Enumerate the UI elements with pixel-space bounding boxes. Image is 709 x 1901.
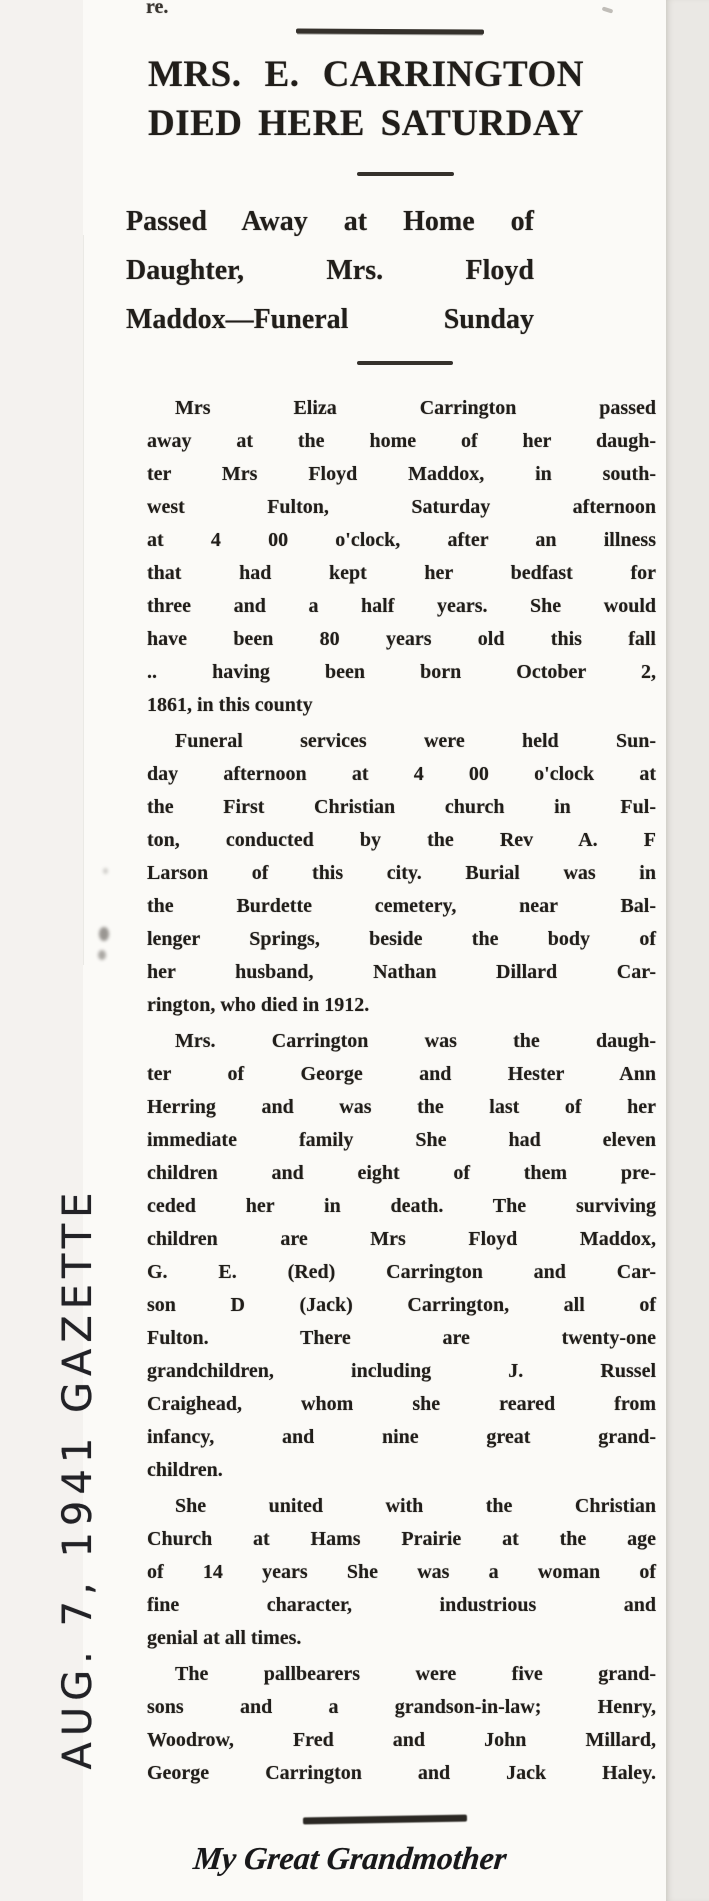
subhead-line-1: Passed Away at Home of — [126, 206, 534, 237]
handwritten-caption: My Great Grandmother — [191, 1840, 509, 1876]
body-line: Fulton. There are twenty-one — [147, 1327, 656, 1349]
body-line: rington, who died in 1912. — [147, 994, 370, 1016]
body-line: Herring and was the last of her — [147, 1096, 656, 1118]
body-line: son D (Jack) Carrington, all of — [147, 1294, 656, 1316]
body-line: G. E. (Red) Carrington and Car- — [147, 1261, 656, 1283]
body-line: Mrs. Carrington was the daugh- — [175, 1030, 656, 1052]
body-line: George Carrington and Jack Haley. — [147, 1762, 656, 1784]
body-line: west Fulton, Saturday afternoon — [147, 496, 656, 518]
body-line: ton, conducted by the Rev A. F — [147, 829, 656, 851]
body-line: at 4 00 o'clock, after an illness — [147, 529, 656, 551]
body-line: sons and a grandson-in-law; Henry, — [147, 1696, 656, 1718]
body-line: 1861, in this county — [147, 694, 313, 716]
scan-edge-right — [666, 0, 709, 1901]
subhead-line-3: Maddox—Funeral Sunday — [126, 304, 534, 335]
body-paragraph — [147, 1490, 656, 1655]
body-line: away at the home of her daugh- — [147, 430, 656, 452]
subhead-divider — [357, 361, 453, 365]
body-line: children are Mrs Floyd Maddox, — [147, 1228, 656, 1250]
scan-smudge — [99, 927, 109, 941]
subhead-line-2: Daughter, Mrs. Floyd — [126, 255, 534, 286]
body-line: The pallbearers were five grand- — [175, 1663, 656, 1685]
body-line: Church at Hams Prairie at the age — [147, 1528, 656, 1550]
body-line: her husband, Nathan Dillard Car- — [147, 961, 656, 983]
headline-line-1: MRS. E. CARRINGTON — [148, 54, 584, 95]
top-edge-fragment: re. — [146, 0, 169, 18]
body-line: Woodrow, Fred and John Millard, — [147, 1729, 656, 1751]
scan-smudge — [103, 868, 108, 874]
body-line: ter of George and Hester Ann — [147, 1063, 656, 1085]
body-line: children. — [147, 1459, 223, 1481]
body-line: ter Mrs Floyd Maddox, in south- — [147, 463, 656, 485]
body-line: Funeral services were held Sun- — [175, 730, 656, 752]
body-line: genial at all times. — [147, 1627, 302, 1649]
bottom-torn-rule — [303, 1815, 467, 1825]
headline — [148, 50, 584, 148]
article-body — [147, 392, 656, 1790]
headline-divider — [357, 172, 454, 176]
body-line: have been 80 years old this fall — [147, 628, 656, 650]
scan-smudge — [98, 950, 106, 960]
body-paragraph — [147, 1025, 656, 1487]
body-paragraph — [147, 392, 656, 722]
subhead — [126, 197, 534, 344]
body-line: grandchildren, including J. Russel — [147, 1360, 656, 1382]
body-line: the Burdette cemetery, near Bal- — [147, 895, 656, 917]
handwritten-date-note: AUG. 7, 1941 GAZETTE — [55, 1186, 101, 1770]
body-line: She united with the Christian — [175, 1495, 656, 1517]
headline-line-2: DIED HERE SATURDAY — [148, 103, 584, 144]
body-line: .. having been born October 2, — [147, 661, 656, 683]
body-line: the First Christian church in Ful- — [147, 796, 656, 818]
body-line: infancy, and nine great grand- — [147, 1426, 656, 1448]
top-rule — [296, 29, 484, 35]
body-line: lenger Springs, beside the body of — [147, 928, 656, 950]
body-line: fine character, industrious and — [147, 1594, 656, 1616]
body-line: children and eight of them pre- — [147, 1162, 656, 1184]
body-line: Mrs Eliza Carrington passed — [175, 397, 656, 419]
body-line: immediate family She had eleven — [147, 1129, 656, 1151]
body-line: day afternoon at 4 00 o'clock at — [147, 763, 656, 785]
scan-speck — [602, 6, 614, 13]
body-line: three and a half years. She would — [147, 595, 656, 617]
body-line: of 14 years She was a woman of — [147, 1561, 656, 1583]
body-paragraph — [147, 725, 656, 1022]
body-line: Craighead, whom she reared from — [147, 1393, 656, 1415]
scan-crease-line — [83, 235, 84, 965]
body-line: that had kept her bedfast for — [147, 562, 656, 584]
body-line: ceded her in death. The surviving — [147, 1195, 656, 1217]
body-paragraph — [147, 1658, 656, 1790]
body-line: Larson of this city. Burial was in — [147, 862, 656, 884]
